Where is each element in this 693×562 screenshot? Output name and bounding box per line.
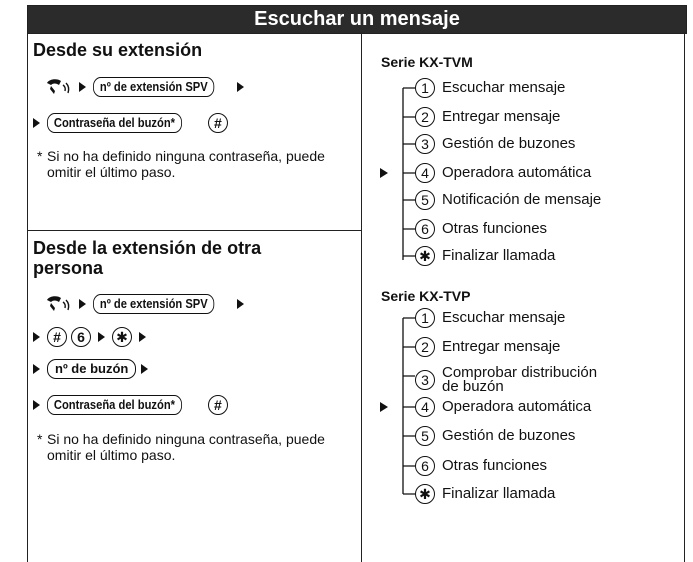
own-note — [37, 148, 357, 180]
password-key: Contraseña del buzón* — [47, 113, 182, 133]
other-step-1 — [43, 292, 251, 316]
tvp-menu-number: 3 — [415, 370, 435, 390]
tvp-menu-item — [415, 308, 565, 328]
tvm-menu-label: Escuchar mensaje — [442, 79, 566, 96]
other-title-line2: persona — [33, 258, 104, 278]
tvm-menu-item — [415, 219, 547, 239]
tvp-menu-number: 1 — [415, 308, 435, 328]
mailbox-number-key: nº de buzón — [47, 359, 136, 379]
tvm-menu-label: Gestión de buzones — [442, 135, 576, 152]
tvp-menu-label: Comprobar distribución de buzón — [442, 364, 598, 395]
tvm-menu-label: Otras funciones — [442, 220, 548, 237]
tvp-menu-label: Entregar mensaje — [442, 338, 561, 355]
handset-icon — [43, 294, 73, 314]
header-title: Escuchar un mensaje — [254, 8, 460, 30]
tvp-menu-number: 6 — [415, 456, 435, 476]
arrow-right-icon — [237, 299, 244, 309]
six-key: 6 — [71, 327, 91, 347]
note-asterisk: * — [37, 148, 43, 164]
tvp-menu-label: Finalizar llamada — [442, 485, 556, 502]
tvm-menu-number: 3 — [415, 134, 435, 154]
other-note — [37, 431, 357, 463]
other-step-4 — [33, 393, 235, 417]
tvm-menu-number: 6 — [415, 219, 435, 239]
arrow-right-icon — [33, 400, 40, 410]
section-divider — [27, 230, 361, 231]
hash-key: # — [47, 327, 67, 347]
own-step-2 — [33, 111, 235, 135]
star-key: ✱ — [112, 327, 132, 347]
own-step-1 — [43, 75, 251, 99]
arrow-right-icon — [79, 82, 86, 92]
arrow-right-icon — [141, 364, 148, 374]
tvp-menu-label-line2: de buzón — [442, 378, 504, 395]
tvp-menu-item — [415, 426, 575, 446]
handset-icon — [43, 77, 73, 97]
tvm-menu-number: 1 — [415, 78, 435, 98]
arrow-right-icon — [79, 299, 86, 309]
tvp-pointer-icon — [380, 402, 388, 412]
ext-number-key: nº de extensión SPV — [93, 294, 215, 314]
tvp-menu-item — [415, 456, 547, 476]
password-key: Contraseña del buzón* — [47, 395, 182, 415]
other-step-3 — [33, 357, 155, 381]
note-text: Si no ha definido ninguna contraseña, puede omitir el último paso. — [47, 148, 325, 180]
tvm-menu-number: 2 — [415, 107, 435, 127]
tvm-series-title: Serie KX-TVM — [381, 54, 473, 70]
tvm-menu-number: 5 — [415, 190, 435, 210]
arrow-right-icon — [139, 332, 146, 342]
other-title-line1: Desde la extensión de otra — [33, 238, 262, 258]
other-extension-title — [33, 238, 261, 278]
tvm-menu-item — [415, 78, 565, 98]
ext-number-key: nº de extensión SPV — [93, 77, 215, 97]
arrow-right-icon — [98, 332, 105, 342]
note-text: Si no ha definido ninguna contraseña, puede omitir el último paso. — [47, 431, 325, 463]
own-extension-title: Desde su extensión — [33, 40, 203, 60]
arrow-right-icon — [33, 332, 40, 342]
tvp-menu-label: Operadora automática — [442, 398, 592, 415]
column-divider — [361, 32, 362, 562]
tvm-menu-item — [415, 190, 601, 210]
tvm-pointer-icon — [380, 168, 388, 178]
tvm-menu-number: 4 — [415, 163, 435, 183]
hash-key: # — [208, 113, 228, 133]
note-asterisk: * — [37, 431, 43, 447]
tvp-menu-item — [415, 397, 591, 417]
page-header — [27, 5, 687, 34]
arrow-right-icon — [33, 118, 40, 128]
hash-key: # — [208, 395, 228, 415]
tvp-menu-label: Otras funciones — [442, 457, 548, 474]
arrow-right-icon — [33, 364, 40, 374]
tvp-menu-number: 4 — [415, 397, 435, 417]
tvm-menu-item — [415, 107, 560, 127]
tvm-menu-item — [415, 163, 591, 183]
tvp-menu-label: Gestión de buzones — [442, 427, 576, 444]
tvm-menu-label: Operadora automática — [442, 164, 592, 181]
tvp-menu-number: 5 — [415, 426, 435, 446]
tvp-menu-label: Escuchar mensaje — [442, 309, 566, 326]
tvm-menu-label: Notificación de mensaje — [442, 191, 602, 208]
tvp-menu-item — [415, 366, 597, 394]
tvm-menu-number: ✱ — [415, 246, 435, 266]
tvp-menu-item — [415, 337, 560, 357]
tvp-menu-item — [415, 484, 555, 504]
other-step-2 — [33, 325, 153, 349]
tvm-menu-item — [415, 246, 555, 266]
arrow-right-icon — [237, 82, 244, 92]
tvp-series-title: Serie KX-TVP — [381, 288, 471, 304]
tvp-menu-number: 2 — [415, 337, 435, 357]
tvm-menu-item — [415, 134, 575, 154]
tvm-menu-label: Finalizar llamada — [442, 247, 556, 264]
tvm-menu-label: Entregar mensaje — [442, 108, 561, 125]
tvp-menu-number: ✱ — [415, 484, 435, 504]
